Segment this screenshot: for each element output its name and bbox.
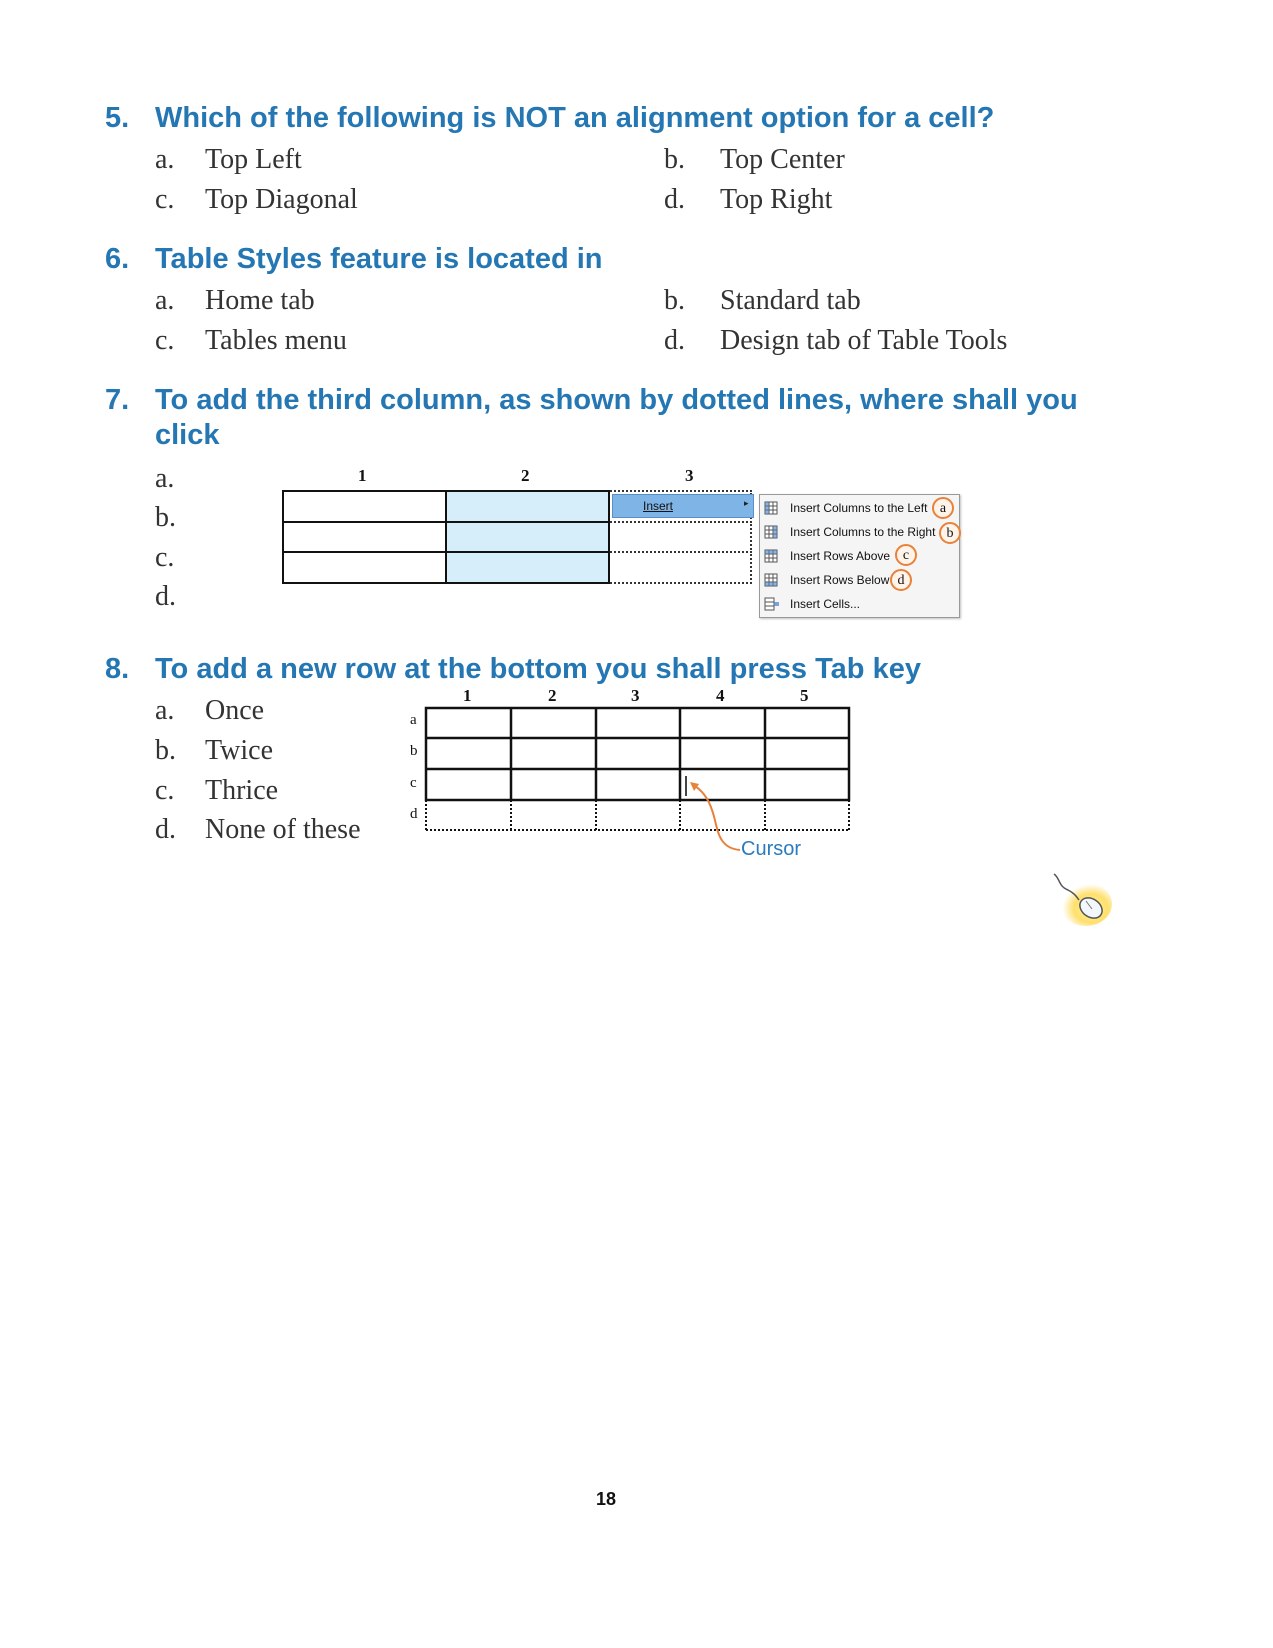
q8-option-c-text: Thrice (205, 775, 279, 806)
insert-cells-item[interactable] (764, 596, 958, 616)
q8-row-letter-b: b (410, 743, 418, 759)
insert-rows-below-item[interactable] (764, 572, 958, 594)
insert-cells-icon (764, 597, 780, 611)
q5-option-d-letter: d. (664, 184, 685, 215)
insert-rows-above-label: Insert Rows Above (790, 549, 891, 563)
q5-option-b-text: Top Center (720, 144, 845, 175)
q6-option-c-text: Tables menu (205, 325, 347, 356)
question-8-text: To add a new row at the bottom you shall press Tab key (155, 653, 921, 685)
q7-table-cell[interactable] (282, 521, 447, 553)
q5-option-c-text: Top Diagonal (205, 184, 358, 215)
q8-column-number-4: 4 (716, 686, 725, 705)
q7-table-cell-selected[interactable] (445, 490, 610, 523)
q5-option-d-text: Top Right (720, 184, 833, 215)
question-6-text: Table Styles feature is located in (155, 243, 603, 275)
q6-option-b-text: Standard tab (720, 285, 861, 316)
q6-option-a-text: Home tab (205, 285, 315, 316)
q8-row-letter-a: a (410, 712, 417, 728)
q6-option-d-letter: d. (664, 325, 685, 356)
q8-column-number-2: 2 (548, 686, 557, 705)
q7-option-a-letter: a. (155, 463, 175, 494)
insert-menu-label: Insert (643, 499, 674, 513)
question-5-text: Which of the following is NOT an alignment option for a cell? (155, 102, 995, 134)
cursor-arrow-icon (686, 776, 746, 856)
question-7-text-line2: click (155, 419, 220, 451)
insert-rows-below-icon (764, 573, 778, 587)
cursor-label: Cursor (741, 838, 802, 860)
q7-table-cell[interactable] (282, 551, 447, 584)
q6-option-b-letter: b. (664, 285, 685, 316)
q7-column-number-1: 1 (358, 466, 367, 485)
question-6-number: 6. (105, 243, 130, 275)
q7-table-cell[interactable] (282, 490, 447, 523)
page-number: 18 (596, 1489, 617, 1509)
insert-columns-right-icon (764, 525, 778, 539)
insert-columns-right-label: Insert Columns to the Right (790, 525, 936, 539)
insert-rows-below-label: Insert Rows Below (790, 573, 890, 587)
q7-column-number-2: 2 (521, 466, 530, 485)
q7-option-c-letter: c. (155, 542, 175, 573)
q5-option-c-letter: c. (155, 184, 175, 215)
q5-option-a-text: Top Left (205, 144, 302, 175)
q6-option-a-letter: a. (155, 285, 175, 316)
insert-cells-label: Insert Cells... (790, 597, 861, 611)
question-7-text-line1: To add the third column, as shown by dotted lines, where shall you (155, 384, 1078, 416)
q8-column-number-3: 3 (631, 686, 640, 705)
q7-dotted-cell (610, 521, 752, 553)
insert-menu-item[interactable] (612, 494, 754, 518)
q5-option-a-letter: a. (155, 144, 175, 175)
q8-option-b-text: Twice (205, 735, 274, 766)
q8-row-letter-d: d (410, 806, 418, 822)
q5-option-b-letter: b. (664, 144, 685, 175)
q6-option-d-text: Design tab of Table Tools (720, 325, 1008, 356)
badge-c: c (895, 544, 917, 566)
insert-columns-left-label: Insert Columns to the Left (790, 501, 928, 515)
insert-columns-right-item[interactable] (764, 524, 958, 546)
insert-columns-left-icon (764, 501, 778, 515)
q7-option-d-letter: d. (155, 581, 176, 612)
q7-column-number-3: 3 (685, 466, 694, 485)
insert-columns-left-item[interactable] (764, 500, 958, 522)
q8-option-a-letter: a. (155, 695, 175, 726)
q8-table-grid (420, 703, 856, 835)
badge-b: b (939, 522, 961, 544)
q6-option-c-letter: c. (155, 325, 175, 356)
computer-mouse-icon (1046, 868, 1112, 928)
q8-option-a-text: Once (205, 695, 265, 726)
q7-table-cell-selected[interactable] (445, 521, 610, 553)
q8-option-b-letter: b. (155, 735, 176, 766)
q8-column-number-5: 5 (800, 686, 809, 705)
q8-option-d-text: None of these (205, 814, 361, 845)
insert-rows-above-item[interactable] (764, 548, 958, 570)
q7-table-cell-selected[interactable] (445, 551, 610, 584)
q7-option-b-letter: b. (155, 502, 176, 533)
q8-option-d-letter: d. (155, 814, 176, 845)
submenu-arrow-icon: ▸ (744, 499, 749, 509)
q8-column-number-1: 1 (463, 686, 472, 705)
question-8-number: 8. (105, 653, 130, 685)
q8-option-c-letter: c. (155, 775, 175, 806)
badge-d: d (890, 569, 912, 591)
badge-a: a (932, 497, 954, 519)
q8-row-letter-c: c (410, 775, 417, 791)
question-5-number: 5. (105, 102, 130, 134)
insert-rows-above-icon (764, 549, 778, 563)
question-7-number: 7. (105, 384, 130, 416)
q7-dotted-cell (610, 551, 752, 584)
